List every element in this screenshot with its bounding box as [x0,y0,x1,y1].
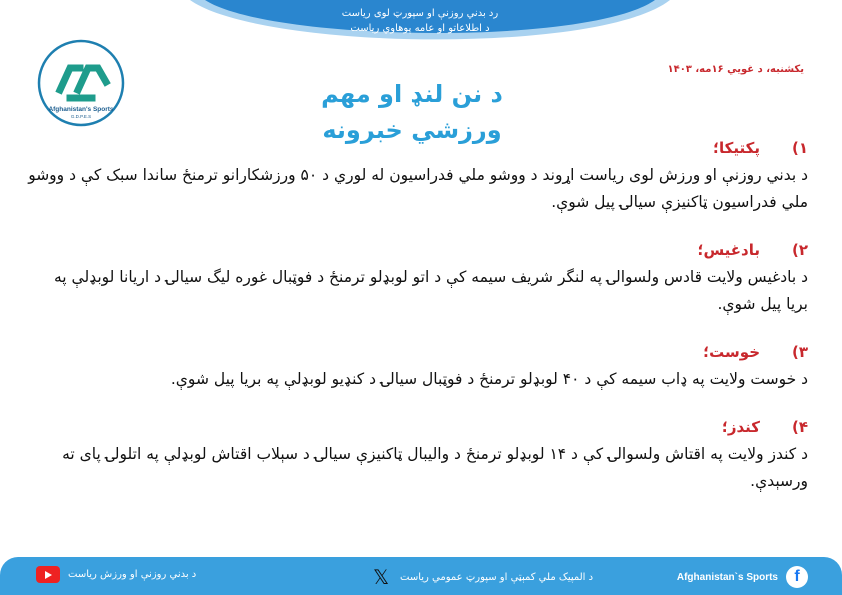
youtube-link[interactable] [36,566,196,583]
title-line-1: د نن لنډ او مهم [321,80,503,108]
header-line-1: رد بدني روزنې او سپورټ لوی ریاست [341,8,499,19]
facebook-link[interactable] [677,566,808,588]
title-line-2: ورزشي خبرونه [322,116,502,144]
item-heading: پکتیکا؛ [713,139,760,157]
date-text: یکشنبه، د غویي ۱۶مه، ۱۴۰۳ [667,64,804,75]
header-line-2: د اطلاعاتو او عامه پوهاوي ریاست [350,23,490,34]
footer-bar [0,557,842,595]
youtube-icon [36,566,60,583]
logo-sub: G.D.P.E.S [70,114,92,119]
item-body: د خوست ولایت په ډاب سیمه کې د ۴۰ لوبډلو ترمنځ د فوټبال سیالۍ د کنډیو لوبډلې په بریا پیل شوې. [170,370,808,388]
item-body: د کندز ولایت په اقتاش ولسوالۍ کې د ۱۴ لوبډلو ترمنځ د والیبال ټاکنیزې سیالۍ د سېلاب اقتاش لوبډلې په اتلولۍ پای ته ورسېدې. [62,445,808,490]
logo-brand: Afghanistan's Sports [48,106,114,113]
news-list [28,136,808,517]
x-link[interactable] [370,566,593,588]
x-label: د المپیک ملي کمېټې او سپورټ عمومي ریاست [400,571,594,583]
facebook-icon: f [786,566,808,588]
item-number: ۱) [791,139,808,157]
x-icon: 𝕏 [372,566,390,589]
news-item [28,340,808,393]
news-item [28,238,808,318]
item-heading: بادغیس؛ [697,241,760,259]
item-body: د بادغیس ولایت قادس ولسوالۍ په لنگر شریف سیمه کې د اتو لوبډلو ترمنځ د فوټبال غوره لیگ سیالۍ د اریانا لوبډلې په بریا پیل شوې. [54,268,808,313]
item-number: ۴) [791,418,808,436]
facebook-label: Afghanistan`s Sports [676,571,778,583]
youtube-label: د بدني روزنې او ورزش ریاست [68,569,197,580]
item-number: ۲) [791,241,808,259]
news-item [28,415,808,495]
item-heading: کندز؛ [721,418,760,436]
sports-logo [36,38,126,128]
news-item [28,136,808,216]
header-text [290,6,550,36]
item-body: د بدني روزنې او ورزش لوی ریاست اړوند د ووشو ملي فدراسیون له لوري د ۵۰ ورزشکارانو ترمنځ ساندا سبک کې د ووشو ملي فدراسیون ټاکنیزې سیالۍ پیل شوې. [28,166,808,211]
item-heading: خوست؛ [703,343,760,361]
item-number: ۳) [791,343,808,361]
